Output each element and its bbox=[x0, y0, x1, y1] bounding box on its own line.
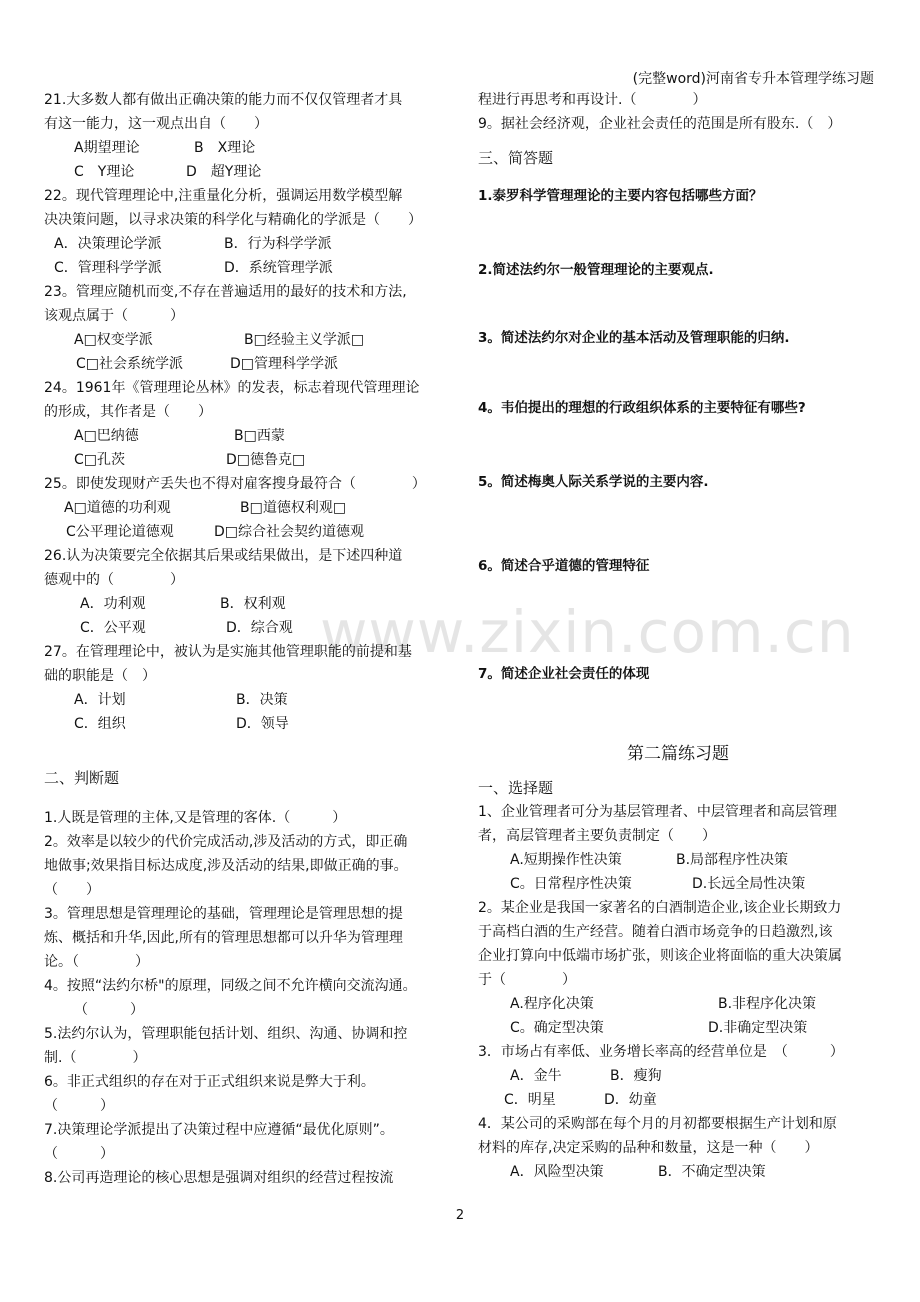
option-c: C．公平观 bbox=[80, 620, 146, 636]
section-heading-judgement: 二、判断题 bbox=[44, 769, 120, 787]
question-text: 22。现代管理理论中,注重量化分析，强调运用数学模型解 bbox=[44, 188, 403, 204]
option-a: A．风险型决策 bbox=[510, 1164, 604, 1180]
question-text: 决决策问题，以寻求决策的科学化与精确化的学派是（ ） bbox=[44, 212, 422, 228]
judgement-text: 制.（ ） bbox=[44, 1050, 147, 1066]
judgement-3 bbox=[44, 902, 449, 974]
option-a: A．金牛 bbox=[510, 1068, 562, 1084]
left-column bbox=[44, 88, 449, 1190]
judgement-text: 炼、概括和升华,因此,所有的管理思想都可以升华为管理理 bbox=[44, 930, 403, 946]
choice-question-4 bbox=[478, 1112, 878, 1184]
question-text: 1、企业管理者可分为基层管理者、中层管理者和高层管理 bbox=[478, 804, 837, 820]
choice-question-3 bbox=[478, 1040, 878, 1112]
option-d: D□综合社会契约道德观 bbox=[214, 524, 365, 540]
section-heading-choice: 一、选择题 bbox=[478, 779, 554, 797]
option-b: B.非程序化决策 bbox=[718, 996, 817, 1012]
options-row bbox=[478, 1160, 878, 1184]
section-heading-short-answer: 三、简答题 bbox=[478, 149, 554, 167]
judgement-text: （ ） bbox=[44, 1098, 114, 1114]
option-c: C Y理论 bbox=[74, 164, 135, 180]
judgement-text: 地做事;效果指目标达成度,涉及活动的结果,即做正确的事。 bbox=[44, 858, 408, 874]
question-21 bbox=[44, 88, 449, 184]
options-row bbox=[44, 424, 449, 448]
options-row bbox=[44, 712, 449, 736]
option-c: C。日常程序性决策 bbox=[510, 876, 632, 892]
choice-question-2 bbox=[478, 896, 878, 1040]
option-d: D．系统管理学派 bbox=[224, 260, 333, 276]
short-answer-3: 3。简述法约尔对企业的基本活动及管理职能的归纳. bbox=[478, 330, 790, 346]
part-two-title: 第二篇练习题 bbox=[627, 744, 729, 764]
question-text: 3．市场占有率低、业务增长率高的经营单位是 （ ） bbox=[478, 1044, 844, 1060]
judgement-8 bbox=[44, 1166, 449, 1190]
question-text: 德观中的（ ） bbox=[44, 572, 184, 588]
option-a: A．计划 bbox=[74, 692, 126, 708]
short-answer-4: 4。韦伯提出的理想的行政组织体系的主要特征有哪些? bbox=[478, 400, 806, 416]
judgement-text: 2。效率是以较少的代价完成活动,涉及活动的方式，即正确 bbox=[44, 834, 408, 850]
options-row bbox=[478, 1064, 878, 1088]
option-c: C．组织 bbox=[74, 716, 126, 732]
options-row bbox=[44, 448, 449, 472]
option-d: D．幼童 bbox=[604, 1092, 657, 1108]
judgement-text: 4。按照“法约尔桥"的原理，同级之间不允许横向交流沟通。 bbox=[44, 978, 417, 994]
option-a: A期望理论 bbox=[74, 140, 140, 156]
option-b: B□经验主义学派□ bbox=[244, 332, 365, 348]
short-answer-1: 1.泰罗科学管理理论的主要内容包括哪些方面？ bbox=[478, 188, 763, 204]
question-text: 该观点属于（ ） bbox=[44, 308, 184, 324]
option-a: A□巴纳德 bbox=[74, 428, 139, 444]
option-c: C□社会系统学派 bbox=[76, 356, 184, 372]
options-row bbox=[44, 256, 449, 280]
option-a: A．功利观 bbox=[80, 596, 146, 612]
option-c: C．明星 bbox=[504, 1092, 556, 1108]
choice-question-1 bbox=[478, 800, 878, 896]
page-header: (完整word)河南省专升本管理学练习题 bbox=[632, 71, 874, 87]
option-c: C．管理科学学派 bbox=[54, 260, 162, 276]
question-text: 21.大多数人都有做出正确决策的能力而不仅仅管理者才具 bbox=[44, 92, 403, 108]
option-a: A.短期操作性决策 bbox=[510, 852, 622, 868]
question-24 bbox=[44, 376, 449, 472]
options-row bbox=[44, 136, 449, 160]
option-d: D.长远全局性决策 bbox=[692, 876, 806, 892]
option-d: D□德鲁克□ bbox=[226, 452, 306, 468]
option-b: B.局部程序性决策 bbox=[676, 852, 789, 868]
judgement-text: 8.公司再造理论的核心思想是强调对组织的经营过程按流 bbox=[44, 1170, 394, 1186]
options-row bbox=[478, 1088, 878, 1112]
question-text: 材料的库存,决定采购的品种和数量，这是一种（ ） bbox=[478, 1140, 819, 1156]
option-a: A□权变学派 bbox=[74, 332, 153, 348]
options-row bbox=[44, 160, 449, 184]
option-b: B□道德权利观□ bbox=[240, 500, 347, 516]
options-row bbox=[44, 496, 449, 520]
judgement-text: 6。非正式组织的存在对于正式组织来说是弊大于利。 bbox=[44, 1074, 375, 1090]
option-b: B．不确定型决策 bbox=[658, 1164, 766, 1180]
judgement-6 bbox=[44, 1070, 449, 1118]
question-text: 有这一能力，这一观点出自（ ） bbox=[44, 116, 268, 132]
option-d: D.非确定型决策 bbox=[708, 1020, 808, 1036]
judgement-text: 论。（ ） bbox=[44, 954, 149, 970]
options-row bbox=[44, 688, 449, 712]
question-27 bbox=[44, 640, 449, 736]
short-answer-7: 7。简述企业社会责任的体现 bbox=[478, 666, 650, 682]
judgement-5 bbox=[44, 1022, 449, 1070]
option-d: D．综合观 bbox=[226, 620, 293, 636]
question-text: 2。某企业是我国一家著名的白酒制造企业,该企业长期致力 bbox=[478, 900, 842, 916]
judgement-text: 3。管理思想是管理理论的基础，管理理论是管理思想的提 bbox=[44, 906, 403, 922]
question-text: 24。1961年《管理理论丛林》的发表，标志着现代管理理论 bbox=[44, 380, 420, 396]
question-text: 27。在管理理论中，被认为是实施其他管理职能的前提和基 bbox=[44, 644, 412, 660]
question-26 bbox=[44, 544, 449, 640]
options-row bbox=[478, 1016, 878, 1040]
option-b: B．权利观 bbox=[220, 596, 286, 612]
options-row bbox=[44, 520, 449, 544]
options-row bbox=[44, 232, 449, 256]
options-row bbox=[478, 872, 878, 896]
question-23 bbox=[44, 280, 449, 376]
judgement-text: （ ） bbox=[74, 1002, 144, 1018]
options-row bbox=[478, 992, 878, 1016]
judgement-8-continued: 程进行再思考和再设计.（ ） bbox=[478, 92, 707, 108]
option-d: D 超Y理论 bbox=[186, 164, 262, 180]
right-column bbox=[478, 88, 878, 1184]
option-c: C□孔茨 bbox=[74, 452, 126, 468]
judgement-text: （ ） bbox=[44, 1146, 114, 1162]
option-d: D．领导 bbox=[236, 716, 289, 732]
short-answer-5: 5。简述梅奥人际关系学说的主要内容. bbox=[478, 474, 709, 490]
options-row bbox=[478, 848, 878, 872]
question-text: 者，高层管理者主要负责制定（ ） bbox=[478, 828, 716, 844]
option-a: A□道德的功利观 bbox=[64, 500, 171, 516]
options-row bbox=[44, 616, 449, 640]
option-b: B．行为科学学派 bbox=[224, 236, 332, 252]
option-b: B X理论 bbox=[194, 140, 256, 156]
question-text: 26.认为决策要完全依据其后果或结果做出，是下述四种道 bbox=[44, 548, 403, 564]
question-text: 4．某公司的采购部在每个月的月初都要根据生产计划和原 bbox=[478, 1116, 837, 1132]
question-22 bbox=[44, 184, 449, 280]
question-text: 25。即使发现财产丢失也不得对雇客搜身最符合（ ） bbox=[44, 476, 426, 492]
short-answer-2: 2.简述法约尔一般管理理论的主要观点. bbox=[478, 262, 714, 278]
page-number: 2 bbox=[455, 1208, 465, 1223]
options-row bbox=[44, 328, 449, 352]
option-c: C。确定型决策 bbox=[510, 1020, 604, 1036]
judgement-1: 1.人既是管理的主体,又是管理的客体.（ ） bbox=[44, 810, 347, 826]
option-b: B□西蒙 bbox=[234, 428, 285, 444]
question-25 bbox=[44, 472, 449, 544]
options-row bbox=[44, 352, 449, 376]
question-text: 企业打算向中低端市场扩张，则该企业将面临的重大决策属 bbox=[478, 948, 842, 964]
option-c: C公平理论道德观 bbox=[66, 524, 174, 540]
option-a: A.程序化决策 bbox=[510, 996, 594, 1012]
judgement-4 bbox=[44, 974, 449, 1022]
option-d: D□管理科学学派 bbox=[230, 356, 339, 372]
question-text: 23。管理应随机而变,不存在普遍适用的最好的技术和方法, bbox=[44, 284, 407, 300]
judgement-text: 7.决策理论学派提出了决策过程中应遵循“最优化原则”。 bbox=[44, 1122, 394, 1138]
option-b: B．决策 bbox=[236, 692, 288, 708]
judgement-2 bbox=[44, 830, 449, 902]
judgement-text: （ ） bbox=[44, 882, 100, 898]
question-text: 的形成，其作者是（ ） bbox=[44, 404, 212, 420]
question-text: 于（ ） bbox=[478, 972, 576, 988]
option-a: A．决策理论学派 bbox=[54, 236, 162, 252]
question-text: 于高档白酒的生产经营。随着白酒市场竞争的日趋激烈,该 bbox=[478, 924, 833, 940]
watermark-text: www.zixin.com.cn bbox=[320, 598, 855, 666]
option-b: B．瘦狗 bbox=[610, 1068, 662, 1084]
judgement-9: 9。据社会经济观，企业社会责任的范围是所有股东.（ ） bbox=[478, 116, 842, 132]
judgement-text: 5.法约尔认为，管理职能包括计划、组织、沟通、协调和控 bbox=[44, 1026, 408, 1042]
short-answer-6: 6。简述合乎道德的管理特征 bbox=[478, 558, 650, 574]
options-row bbox=[44, 592, 449, 616]
judgement-7 bbox=[44, 1118, 449, 1166]
question-text: 础的职能是（ ） bbox=[44, 668, 156, 684]
